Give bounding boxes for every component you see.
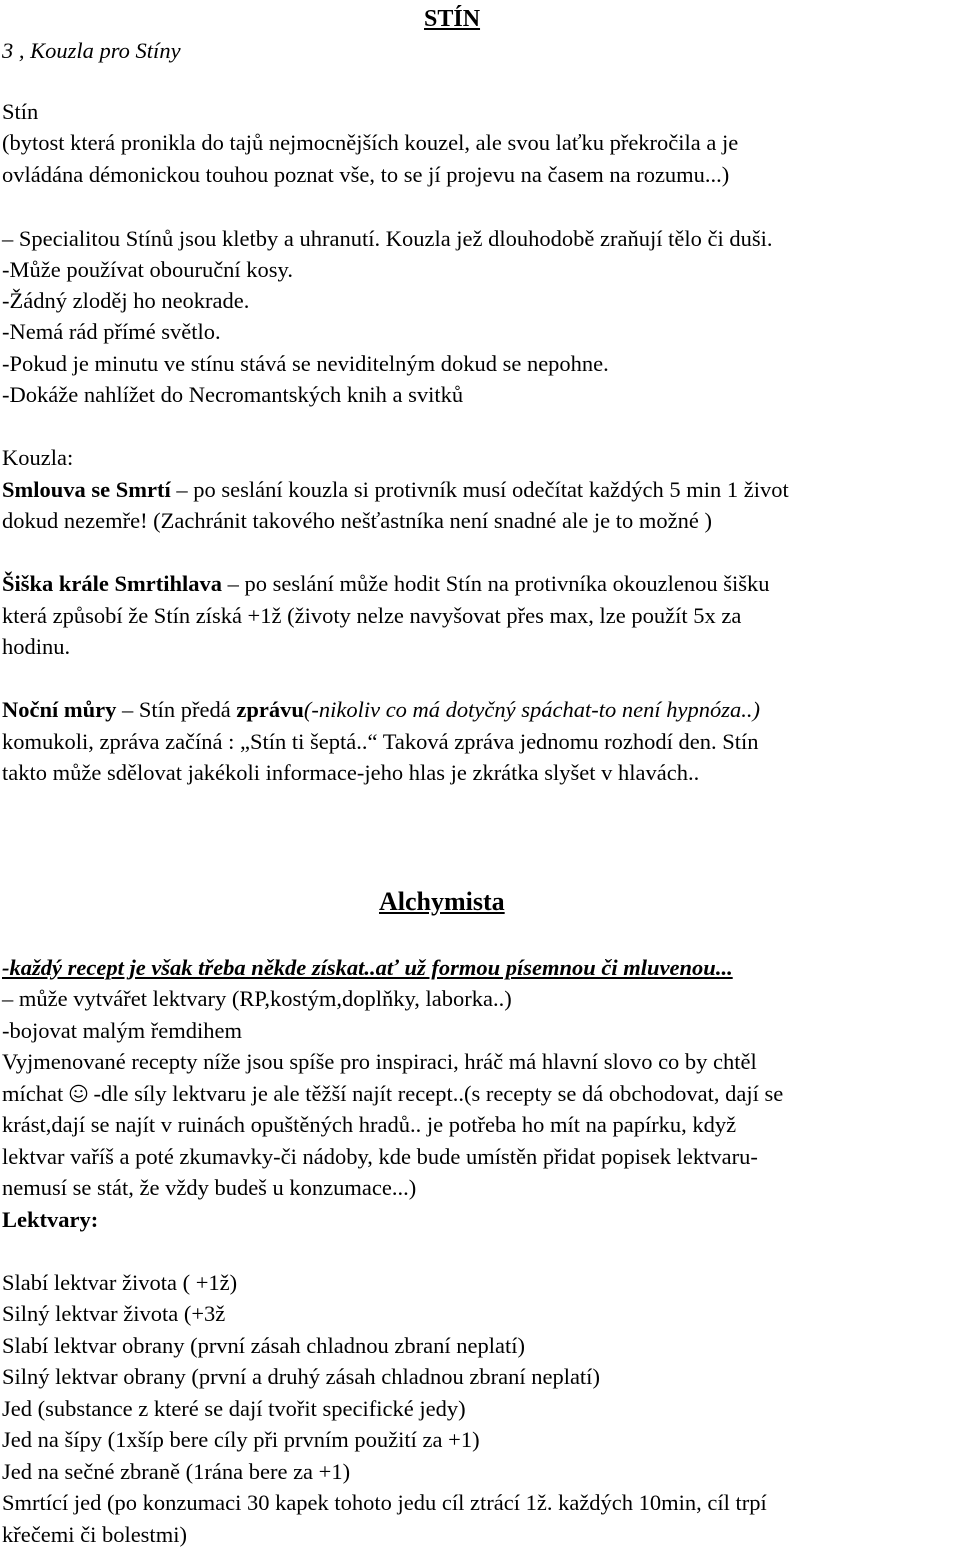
potion-item: Silný lektvar obrany (první a druhý zásah chladnou zbraní neplatí) xyxy=(2,1364,600,1389)
potion-item: Silný lektvar života (+3ž xyxy=(2,1301,226,1326)
alchemist-text: míchat xyxy=(2,1081,69,1106)
spell-nocni-mury xyxy=(2,699,760,722)
spell-text: hodinu. xyxy=(2,634,71,659)
stin-trait: -Může používat obouruční kosy. xyxy=(2,257,293,282)
spell-text-italic: (-nikoliv co má dotyčný spáchat-to není hypnóza..) xyxy=(303,697,760,722)
spell-siska xyxy=(2,573,769,596)
alchemist-line: -bojovat malým řemdihem xyxy=(2,1018,242,1043)
spell-text: takto může sdělovat jakékoli informace-jeho hlas je zkrátka slyšet v hlavách.. xyxy=(2,760,700,785)
spell-name: Noční můry xyxy=(2,697,117,722)
potion-item: Slabí lektvar života ( +1ž) xyxy=(2,1270,238,1295)
spell-text: – Stín předá xyxy=(116,697,237,722)
section-subtitle: 3 , Kouzla pro Stíny xyxy=(2,38,181,63)
stin-title: STÍN xyxy=(424,6,481,32)
alchemist-line: Vyjmenované recepty níže jsou spíše pro inspiraci, hráč má hlavní slovo co by chtěl xyxy=(2,1049,757,1074)
stin-trait: -Nemá rád přímé světlo. xyxy=(2,319,221,344)
spell-text: která způsobí že Stín získá +1ž (životy nelze navyšovat přes max, lze použít 5x za xyxy=(2,603,742,628)
spell-name: Smlouva se Smrtí xyxy=(2,477,171,502)
alchemist-text: -dle síly lektvaru je ale těžší najít recept..(s recepty se dá obchodovat, dají se xyxy=(87,1081,784,1106)
stin-description-2: ovládána démonickou touhou poznat vše, to se jí projevu na časem na rozumu...) xyxy=(2,162,730,187)
potion-item: Jed na sečné zbraně (1rána bere za +1) xyxy=(2,1459,351,1484)
spell-text: – po seslání kouzla si protivník musí odečítat každých 5 min 1 život xyxy=(170,477,789,502)
potions-label: Lektvary: xyxy=(2,1207,99,1232)
potion-item: Slabí lektvar obrany (první zásah chladnou zbraní neplatí) xyxy=(2,1333,525,1358)
spell-text: komukoli, zpráva začíná : „Stín ti šeptá..“ Taková zpráva jednomu rozhodí den. Stín xyxy=(2,729,759,754)
alchemist-line: – může vytvářet lektvary (RP,kostým,doplňky, laborka..) xyxy=(2,986,512,1011)
potion-item: křečemi či bolestmi) xyxy=(2,1522,187,1547)
alchemist-title: Alchymista xyxy=(379,887,505,916)
spell-text: dokud nezemře! (Zachránit takového nešťastníka není snadné ale je to možné ) xyxy=(2,508,712,533)
potion-item: Smrtící jed (po konzumaci 30 kapek tohoto jedu cíl ztrácí 1ž. každých 10min, cíl trpí xyxy=(2,1490,767,1515)
spell-smlouva xyxy=(2,479,789,502)
potion-item: Jed (substance z které se dají tvořit specifické jedy) xyxy=(2,1396,466,1421)
stin-trait: -Pokud je minutu ve stínu stává se neviditelným dokud se nepohne. xyxy=(2,351,609,376)
alchemist-line: nemusí se stát, že vždy budeš u konzumace...) xyxy=(2,1175,417,1200)
potion-item: Jed na šípy (1xšíp bere cíly při prvním použití za +1) xyxy=(2,1427,480,1452)
stin-trait: – Specialitou Stínů jsou kletby a uhranutí. Kouzla jež dlouhodobě zraňují tělo či duši. xyxy=(2,226,773,251)
alchemist-note: -každý recept je však třeba někde získat..ať už formou písemnou či mluvenou... xyxy=(2,955,733,980)
alchemist-line xyxy=(2,1083,783,1106)
spells-label: Kouzla: xyxy=(2,445,74,470)
alchemist-line: krást,dají se najít v ruinách opuštěných hradů.. je potřeba ho mít na papírku, když xyxy=(2,1112,737,1137)
smiley-icon xyxy=(69,1084,88,1103)
stin-heading: Stín xyxy=(2,99,39,124)
spell-name: Šiška krále Smrtihlava xyxy=(2,571,223,596)
spell-text: – po seslání může hodit Stín na protivníka okouzlenou šišku xyxy=(222,571,770,596)
alchemist-line: lektvar vaříš a poté zkumavky-či nádoby, kde bude umístěn přidat popisek lektvaru- xyxy=(2,1144,758,1169)
spell-text-bold: zprávu xyxy=(236,697,304,722)
stin-trait: -Dokáže nahlížet do Necromantských knih a svitků xyxy=(2,382,464,407)
stin-description-1: (bytost která pronikla do tajů nejmocnějších kouzel, ale svou laťku překročila a je xyxy=(2,130,739,155)
stin-trait: -Žádný zloděj ho neokrade. xyxy=(2,288,250,313)
